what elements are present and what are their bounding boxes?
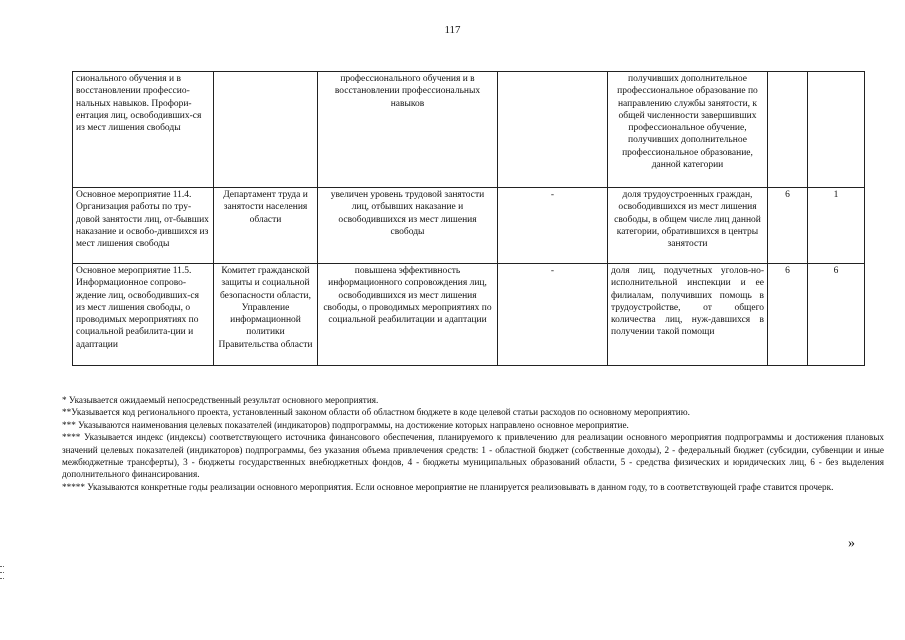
source-index-cell: 6 [768, 188, 808, 264]
footnote: *** Указываются наименования целевых показателей (индикаторов) подпрограммы, на достижение которых направлено основное мероприятие. [62, 419, 629, 430]
indicator-cell: доля трудоустроенных граждан, освободившихся из мест лишения свободы, в общем числе лиц данной категории, обратившихся в центры занятости [608, 188, 768, 264]
page-number: 117 [444, 24, 461, 36]
measure-name-cell: сионального обучения и в восстановлении профессио-нальных навыков. Профори-ентация лиц, освободивших-ся из мест лишения свободы [73, 72, 214, 188]
footnote: ***** Указываются конкретные годы реализации основного мероприятия. Если основное мероприятие не планируется реализовывать в данном году, то в соответствующей графе ставится прочерк. [62, 481, 834, 492]
scan-edge-mark [0, 566, 4, 567]
measures-table [72, 71, 865, 366]
measure-name-cell: Основное мероприятие 11.4. Организация работы по тру-довой занятости лиц, от-бывших наказание и освобо-дившихся из мест лишения свободы [73, 188, 214, 264]
expected-result-cell: увеличен уровень трудовой занятости лиц, отбывших наказание и освободившихся из мест лишения свободы [318, 188, 498, 264]
source-index-cell [768, 72, 808, 188]
expected-result-cell: повышена эффективность информационного сопровождения лиц, освободившихся из мест лишения свободы, о проводимых мероприятиях по социальной реабилитации и адаптации [318, 264, 498, 366]
executor-cell: Департамент труда и занятости населения области [214, 188, 318, 264]
indicator-cell: получивших дополнительное профессиональное образование по направлению службы занятости, к общей численности завершивших профессиональное обучение, получивших дополнительное профессиональное образование, данной категории [608, 72, 768, 188]
table-row [73, 264, 865, 366]
footnote: * Указывается ожидаемый непосредственный результат основного мероприятия. [62, 395, 379, 405]
project-code-cell: - [498, 264, 608, 366]
executor-cell: Комитет гражданской защиты и социальной безопасности области, Управление информационной политики Правительства области [214, 264, 318, 366]
executor-cell [214, 72, 318, 188]
source-index-cell: 6 [768, 264, 808, 366]
indicator-cell: доля лиц, подучетных уголов-но-исполнительной инспекции и ее филиалам, получивших помощь в трудоустройстве, от общего количества лиц, нуж-давшихся в получении такой помощи [608, 264, 768, 366]
footnotes [62, 394, 884, 493]
scan-edge-mark [0, 578, 4, 579]
measure-name-cell: Основное мероприятие 11.5. Информационное сопрово-ждение лиц, освободивших-ся из мест лишения свободы, о проводимых мероприятиях по социальной реабилита-ции и адаптации [73, 264, 214, 366]
value-cell: 1 [808, 188, 865, 264]
value-cell [808, 72, 865, 188]
footnote: **Указывается код регионального проекта, установленный законом области об областном бюджете в коде целевой статьи расходов по основному мероприятию. [62, 407, 690, 418]
table-row [73, 72, 865, 188]
footnote: **** Указывается индекс (индексы) соответствующего источника финансового обеспечения, планируемого к привлечению для реализации основного мероприятия подпрограммы и достижения плановых значений целевых показателей (индикаторов) подпрограммы, без указания объема привлечения средств: 1 - областной бюджет (собственные доходы), 2 - федеральный бюджет (субсидии, субвенции и иные межбюджетные трансферты), 3 - бюджеты государственных внебюджетных фондов, 4 - бюджеты муниципальных образований области, 5 - средства физических и юридических лиц, 6 - без выделения дополнительного финансирования. [62, 432, 884, 480]
project-code-cell [498, 72, 608, 188]
table-row [73, 188, 865, 264]
closing-quote-mark: » [848, 536, 855, 551]
expected-result-cell: профессионального обучения и в восстановлении профессиональных навыков [318, 72, 498, 188]
project-code-cell: - [498, 188, 608, 264]
value-cell: 6 [808, 264, 865, 366]
scan-edge-mark [0, 572, 4, 573]
